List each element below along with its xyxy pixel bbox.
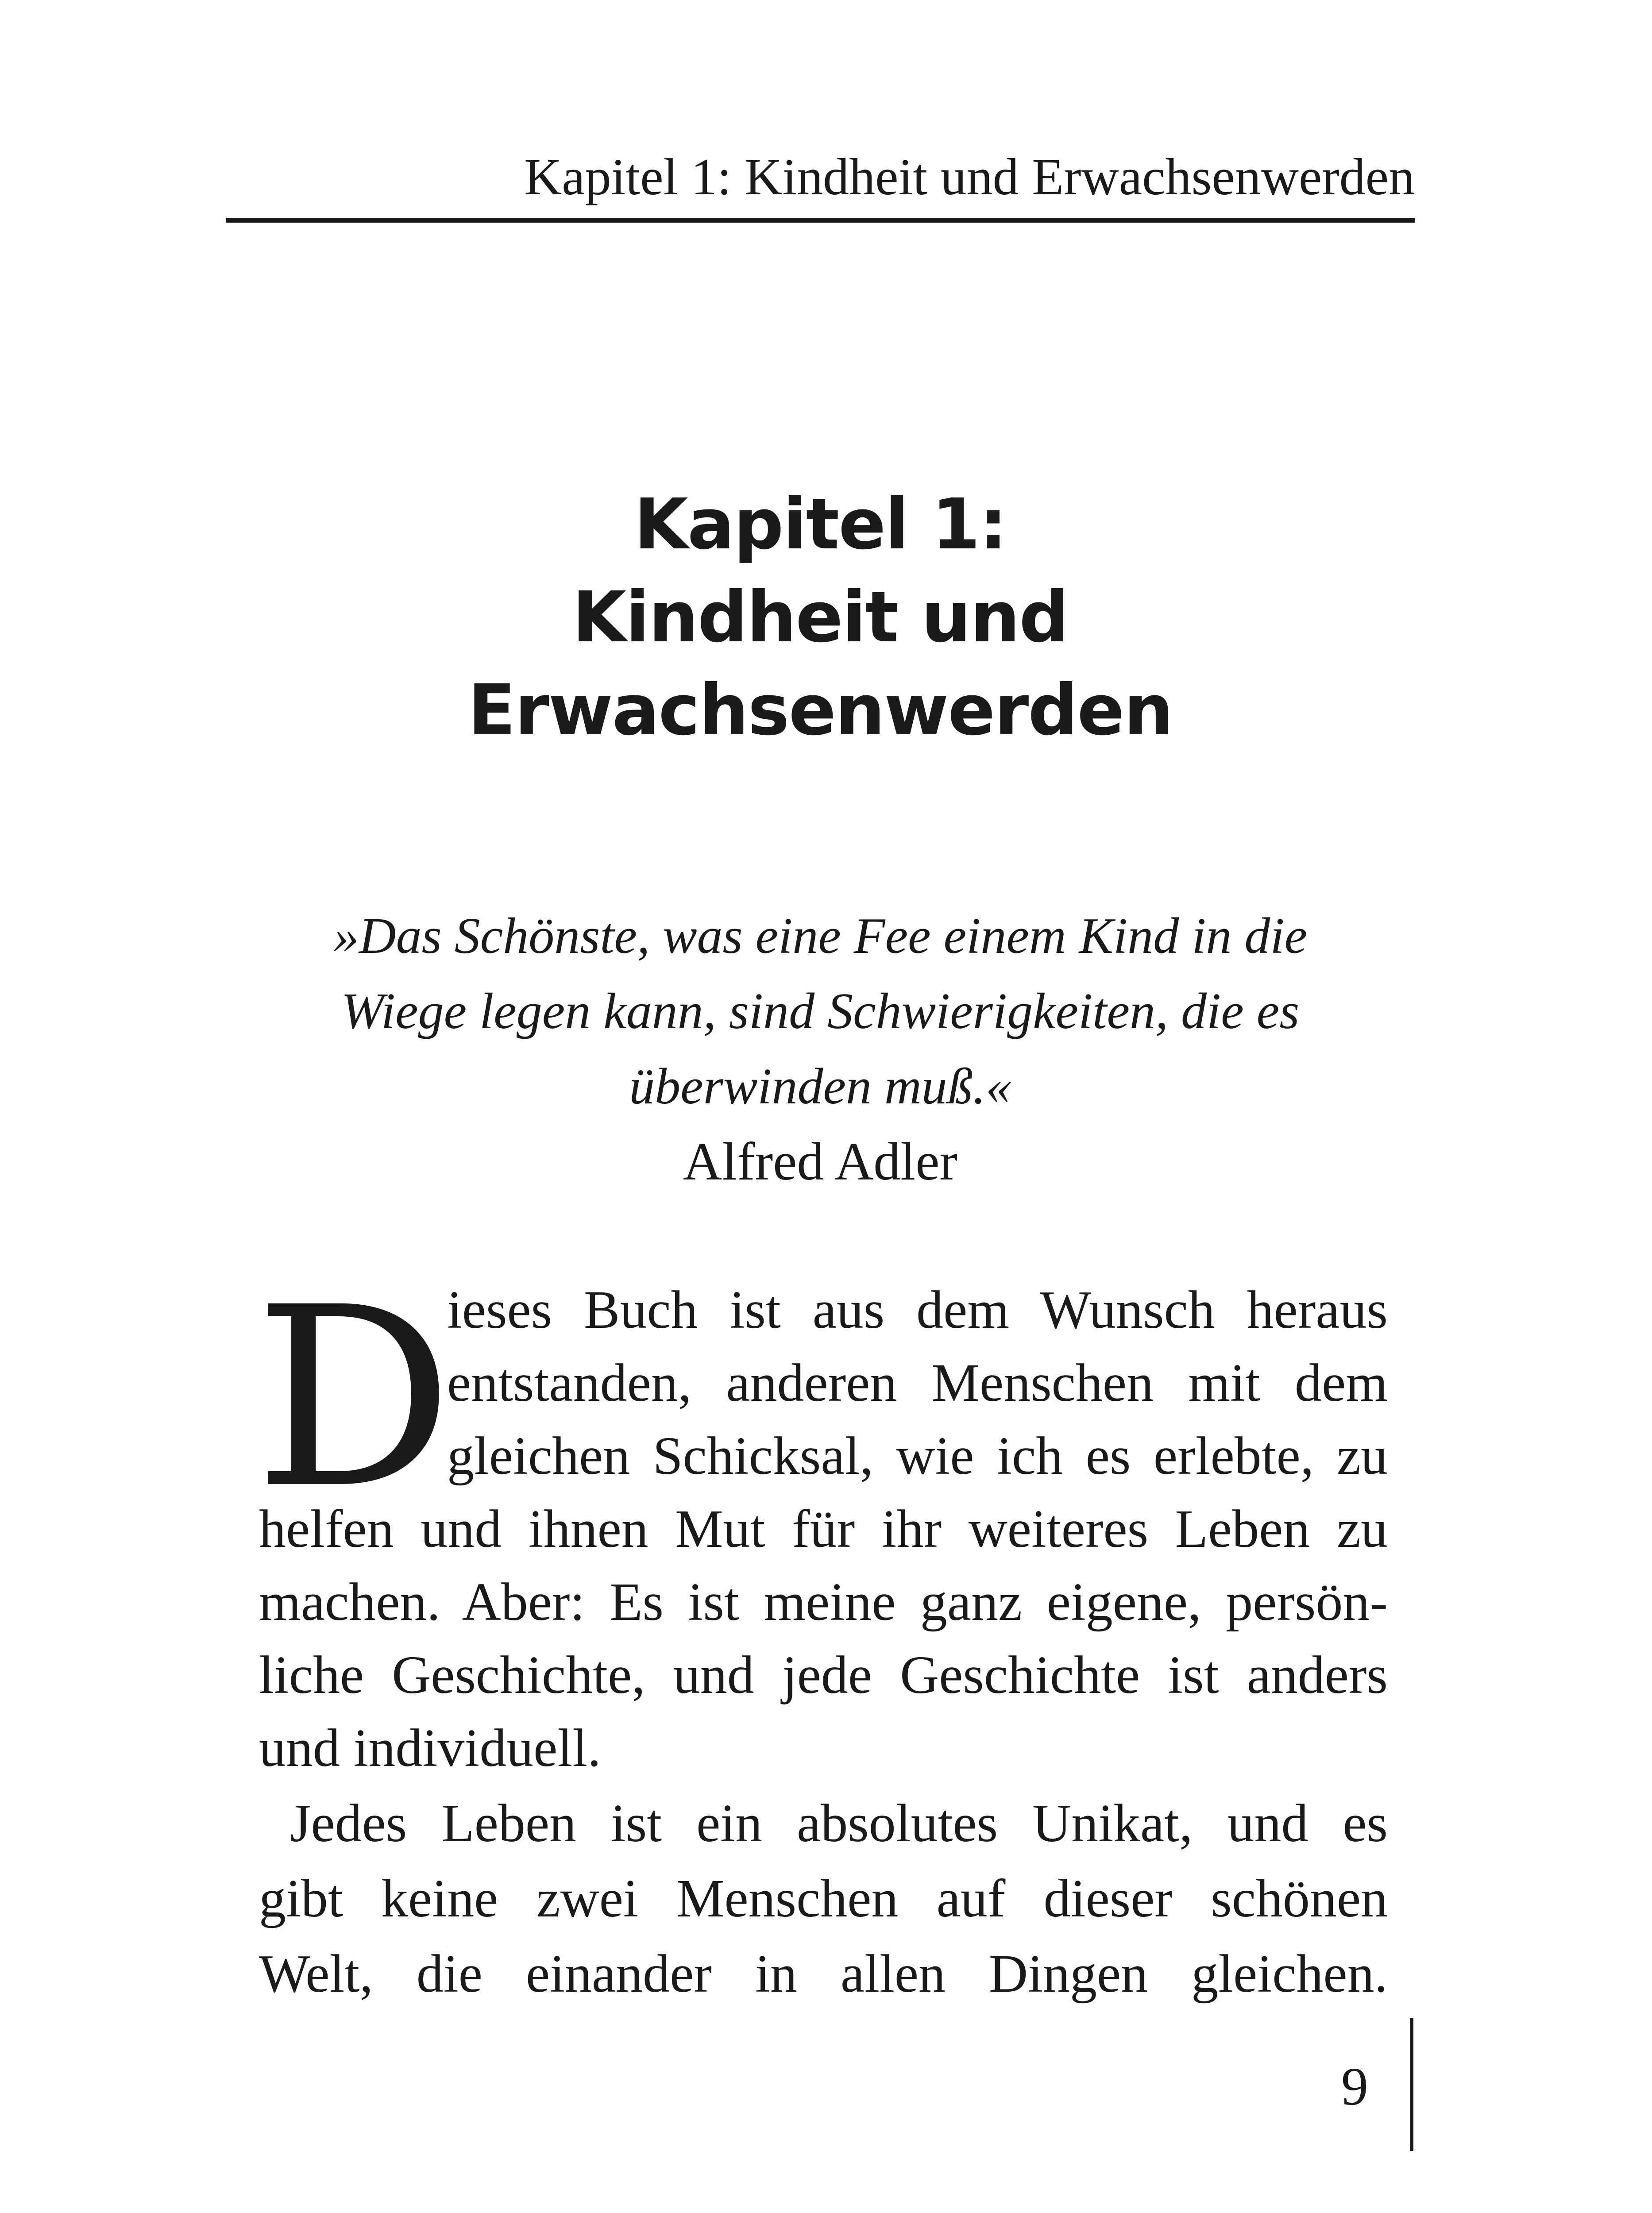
paragraph-1-line-6: liche Geschichte, und jede Geschichte ist anders <box>259 1645 1388 1705</box>
paragraph-1-line-7: und individuell. <box>259 1718 601 1778</box>
running-head: Kapitel 1: Kindheit und Erwachsenwerden <box>524 148 1415 206</box>
chapter-title-line-3: Erwachsenwerden <box>467 670 1173 751</box>
chapter-title <box>226 478 1415 757</box>
paragraph-2-line-3: Welt, die einander in allen Dingen gleichen. <box>259 1944 1388 2004</box>
epigraph-line-1: »Das Schönste, was eine Fee einem Kind in die <box>333 908 1308 964</box>
chapter-title-line-1: Kapitel 1: <box>634 484 1007 565</box>
page-number: 9 <box>1341 2057 1368 2117</box>
drop-cap-letter: D <box>255 1254 453 1543</box>
paragraph-1-line-2: entstanden, anderen Menschen mit dem <box>447 1353 1388 1413</box>
paragraph-1-line-4: helfen und ihnen Mut für ihr weiteres Leben zu <box>259 1499 1388 1559</box>
header-rule <box>226 218 1415 223</box>
paragraph-2-line-1: Jedes Leben ist ein absolutes Unikat, und es <box>290 1793 1388 1853</box>
paragraph-1-line-5: machen. Aber: Es ist meine ganz eigene, persön- <box>259 1572 1388 1632</box>
paragraph-1-line-1: ieses Buch ist aus dem Wunsch heraus <box>447 1280 1388 1340</box>
epigraph-line-2: Wiege legen kann, sind Schwierigkeiten, die es <box>341 983 1300 1040</box>
paragraph-1-line-3: gleichen Schicksal, wie ich es erlebte, zu <box>447 1426 1388 1486</box>
chapter-title-line-2: Kindheit und <box>572 577 1069 658</box>
page-number-rule <box>1410 2018 1413 2151</box>
epigraph <box>226 898 1415 1199</box>
drop-cap <box>255 1254 453 1543</box>
epigraph-author: Alfred Adler <box>683 1132 957 1191</box>
epigraph-line-3: überwinden muß.« <box>629 1058 1011 1115</box>
paragraph-2-line-2: gibt keine zwei Menschen auf dieser schönen <box>259 1869 1388 1928</box>
